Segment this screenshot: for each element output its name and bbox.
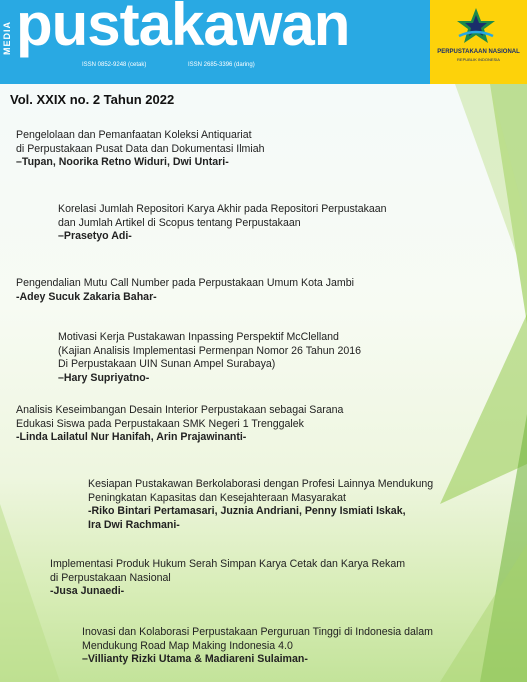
logo-subtitle: REPUBLIK INDONESIA xyxy=(457,57,500,62)
article-title: Korelasi Jumlah Repositori Karya Akhir pada Repositori Perpustakaan dan Jumlah Artikel di Scopus tentang Perpustakaan xyxy=(58,203,387,229)
article-4 xyxy=(58,331,361,385)
issn-online: ISSN 2685-3396 (daring) xyxy=(188,62,255,68)
article-title: Analisis Keseimbangan Desain Interior Perpustakaan sebagai Sarana Edukasi Siswa pada Perpustakaan SMK Negeri 1 Trenggalek xyxy=(16,404,344,430)
article-3 xyxy=(16,277,354,304)
article-5 xyxy=(16,404,343,445)
journal-title: pustakawan xyxy=(16,0,350,58)
article-2 xyxy=(58,203,387,244)
article-7 xyxy=(50,558,405,599)
article-authors: -Jusa Junaedi- xyxy=(50,585,125,597)
article-authors: –Tupan, Noorika Retno Widuri, Dwi Untari- xyxy=(16,156,229,168)
article-title: Pengelolaan dan Pemanfaatan Koleksi Antiquariat di Perpustakaan Pusat Data dan Dokumentasi Ilmiah xyxy=(16,129,265,155)
article-1 xyxy=(16,129,265,170)
media-label: MEDIA xyxy=(2,21,12,55)
article-title: Motivasi Kerja Pustakawan Inpassing Perspektif McClelland (Kajian Analisis Implementasi Permenpan Nomor 26 Tahun 2016 Di Perpustakaan UIN Sunan Ampel Surabaya) xyxy=(58,331,362,370)
article-title: Kesiapan Pustakawan Berkolaborasi dengan Profesi Lainnya Mendukung Peningkatan Kapasitas dan Kesejahteraan Masyarakat xyxy=(88,478,434,504)
article-title: Inovasi dan Kolaborasi Perpustakaan Perguruan Tinggi di Indonesia dalam Mendukung Road Map Making Indonesia 4.0 xyxy=(82,626,434,652)
masthead xyxy=(0,0,430,84)
volume-info: Vol. XXIX no. 2 Tahun 2022 xyxy=(10,92,175,107)
article-6 xyxy=(88,478,433,532)
star-logo-icon xyxy=(453,6,499,46)
article-authors: -Linda Lailatul Nur Hanifah, Arin Prajawinanti- xyxy=(16,431,247,443)
issn-print: ISSN 0852-9248 (cetak) xyxy=(82,62,147,68)
article-authors: -Adey Sucuk Zakaria Bahar- xyxy=(16,290,157,303)
logo-name: PERPUSTAKAAN NASIONAL xyxy=(437,49,520,55)
article-authors: –Hary Supriyatno- xyxy=(58,371,150,384)
article-8 xyxy=(82,626,433,667)
publisher-logo xyxy=(430,0,527,84)
article-authors: -Riko Bintari Pertamasari, Juznia Andriani, Penny Ismiati Iskak, Ira Dwi Rachmani- xyxy=(88,505,406,531)
article-authors: –Villianty Rizki Utama & Madiareni Sulaiman- xyxy=(82,653,308,665)
article-title: Pengendalian Mutu Call Number pada Perpustakaan Umum Kota Jambi xyxy=(16,277,355,289)
article-authors: –Prasetyo Adi- xyxy=(58,230,132,242)
article-title: Implementasi Produk Hukum Serah Simpan Karya Cetak dan Karya Rekam di Perpustakaan Nasional xyxy=(50,558,406,584)
